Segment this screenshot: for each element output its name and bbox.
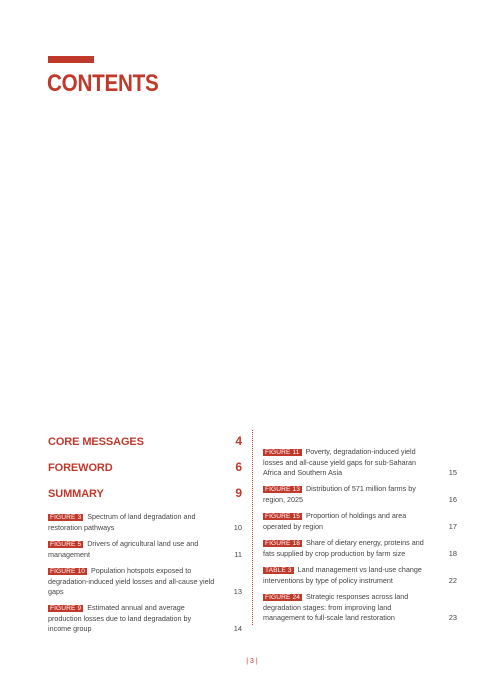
entry-page: 10 <box>233 523 242 532</box>
entry-page: 11 <box>234 550 242 559</box>
entry-text: Population hotspots exposed to degradation-induced yield losses and all-cause yield gaps <box>48 566 215 596</box>
entry-page: 13 <box>233 587 242 596</box>
figure-tag: FIGURE 9 <box>50 605 82 612</box>
table-tag: TABLE 3 <box>265 567 292 574</box>
toc-major-foreword[interactable] <box>48 460 242 474</box>
toc-major-label: CORE MESSAGES <box>48 436 144 448</box>
entry-page: 22 <box>448 576 457 585</box>
page-number-footer: | 3 | <box>246 658 258 665</box>
title-accent-bar <box>48 56 94 63</box>
toc-major-page: 4 <box>235 434 242 448</box>
toc-entry[interactable] <box>263 565 457 586</box>
toc-entry[interactable] <box>263 511 457 532</box>
figure-tag: FIGURE 18 <box>265 540 300 547</box>
entry-text: Strategic responses across land degradation stages: from improving land management to full-scale land restoration <box>263 592 409 622</box>
toc-major-page: 9 <box>235 486 242 500</box>
toc-entry[interactable] <box>263 484 457 505</box>
toc-major-summary[interactable] <box>48 486 242 500</box>
page-title: CONTENTS <box>47 70 159 97</box>
entry-page: 16 <box>448 495 457 504</box>
entry-page: 23 <box>448 613 457 622</box>
toc-major-label: SUMMARY <box>48 488 104 500</box>
entry-text: Share of dietary energy, proteins and fats supplied by crop production by farm size <box>263 538 424 558</box>
toc-major-label: FOREWORD <box>48 462 113 474</box>
figure-tag: FIGURE 15 <box>265 513 300 520</box>
toc-left-column <box>48 434 242 640</box>
entry-page: 15 <box>448 468 457 477</box>
entry-text: Estimated annual and average production losses due to land degradation by income group <box>48 603 192 633</box>
entry-page: 18 <box>448 549 457 558</box>
toc-entry[interactable] <box>48 603 242 634</box>
toc-entry[interactable] <box>263 447 457 478</box>
entry-page: 17 <box>448 522 457 531</box>
entry-page: 14 <box>233 624 242 633</box>
toc-entry[interactable] <box>48 539 242 560</box>
entry-text: Drivers of agricultural land use and management <box>48 539 199 559</box>
toc-entry[interactable] <box>48 512 242 533</box>
entry-text: Spectrum of land degradation and restoration pathways <box>48 512 196 532</box>
entry-text: Proportion of holdings and area operated by region <box>263 511 407 531</box>
toc-entry[interactable] <box>263 538 457 559</box>
toc-major-core-messages[interactable] <box>48 434 242 448</box>
figure-tag: FIGURE 10 <box>50 568 85 575</box>
entry-text: Distribution of 571 million farms by region, 2025 <box>263 484 416 504</box>
toc-entry[interactable] <box>263 592 457 623</box>
toc-major-page: 6 <box>235 460 242 474</box>
figure-tag: FIGURE 11 <box>265 449 300 456</box>
toc-entry[interactable] <box>48 566 242 597</box>
column-divider <box>252 430 253 625</box>
toc-right-column <box>263 447 457 629</box>
figure-tag: FIGURE 13 <box>265 486 300 493</box>
figure-tag: FIGURE 24 <box>265 594 300 601</box>
entry-text: Poverty, degradation-induced yield losses and all-cause yield gaps for sub-Saharan Africa and Southern Asia <box>263 447 417 477</box>
figure-tag: FIGURE 5 <box>50 541 82 548</box>
figure-tag: FIGURE 3 <box>50 514 82 521</box>
entry-text: Land management vs land-use change interventions by type of policy instrument <box>263 565 422 585</box>
